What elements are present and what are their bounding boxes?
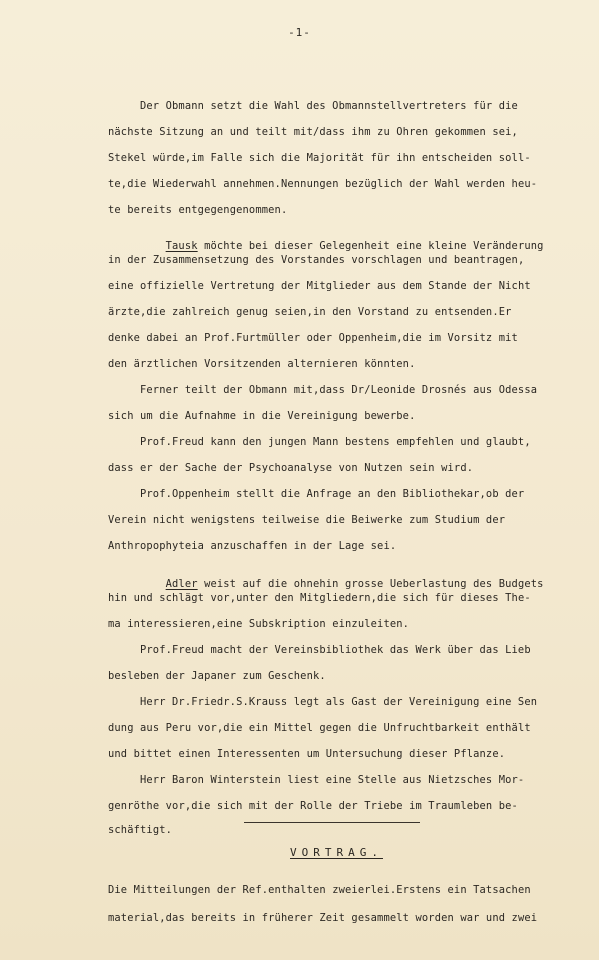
text-line: dass er der Sache der Psychoanalyse von Nutzen sein wird. [108,462,474,474]
text-line: schäftigt. [108,824,173,836]
text-line: Prof.Freud kann den jungen Mann bestens empfehlen und glaubt, [140,436,531,448]
text-line: hin und schlägt vor,unter den Mitgliedern,die sich für dieses The- [108,592,531,604]
text-line: Anthropophyteia anzuschaffen in der Lage sei. [108,540,397,552]
text-line: Herr Baron Winterstein liest eine Stelle aus Nietzsches Mor- [140,774,525,786]
text-line: und bittet einen Interessenten um Untersuchung dieser Pflanze. [108,748,506,760]
text-line: eine offizielle Vertretung der Mitglieder aus dem Stande der Nicht [108,280,531,292]
section-heading: VORTRAG. [290,846,383,859]
text-line: Prof.Oppenheim stellt die Anfrage an den Bibliothekar,ob der [140,488,525,500]
text-fragment: weist auf die ohnehin grosse Ueberlastung des Budgets [204,578,544,590]
text-line: dung aus Peru vor,die ein Mittel gegen die Unfruchtbarkeit enthält [108,722,531,734]
text-line: ärzte,die zahlreich genug seien,in den Vorstand zu entsenden.Er [108,306,512,318]
speaker-name: Adler [165,578,198,590]
text-line: besleben der Japaner zum Geschenk. [108,670,326,682]
speaker-name: Tausk [165,240,198,252]
separator-rule [244,822,420,823]
text-line: material,das bereits in früherer Zeit gesammelt worden war und zwei [108,912,538,924]
text-line: genröthe vor,die sich mit der Rolle der Triebe im Traumleben be- [108,800,518,812]
text-line: Die Mitteilungen der Ref.enthalten zweierlei.Erstens ein Tatsachen [108,884,531,896]
text-line: sich um die Aufnahme in die Vereinigung bewerbe. [108,410,416,422]
text-line: Ferner teilt der Obmann mit,dass Dr/Leonide Drosnés aus Odessa [140,384,538,396]
text-fragment: möchte bei dieser Gelegenheit eine kleine Veränderung [204,240,544,252]
text-line: Verein nicht wenigstens teilweise die Beiwerke zum Studium der [108,514,506,526]
text-line: denke dabei an Prof.Furtmüller oder Oppenheim,die im Vorsitz mit [108,332,518,344]
text-line: Der Obmann setzt die Wahl des Obmannstellvertreters für die [140,100,518,112]
text-line: te,die Wiederwahl annehmen.Nennungen bezüglich der Wahl werden heu- [108,178,538,190]
text-line: Prof.Freud macht der Vereinsbibliothek das Werk über das Lieb [140,644,531,656]
text-line: te bereits entgegengenommen. [108,204,288,216]
text-line: in der Zusammensetzung des Vorstandes vorschlagen und beantragen, [108,254,525,266]
text-line: Stekel würde,im Falle sich die Majorität für ihn entscheiden soll- [108,152,531,164]
text-line: ma interessieren,eine Subskription einzuleiten. [108,618,410,630]
page-number: -1- [288,26,311,39]
text-line: Herr Dr.Friedr.S.Krauss legt als Gast der Vereinigung eine Sen [140,696,538,708]
text-line: den ärztlichen Vorsitzenden alternieren könnten. [108,358,416,370]
text-line: nächste Sitzung an und teilt mit/dass ihm zu Ohren gekommen sei, [108,126,518,138]
